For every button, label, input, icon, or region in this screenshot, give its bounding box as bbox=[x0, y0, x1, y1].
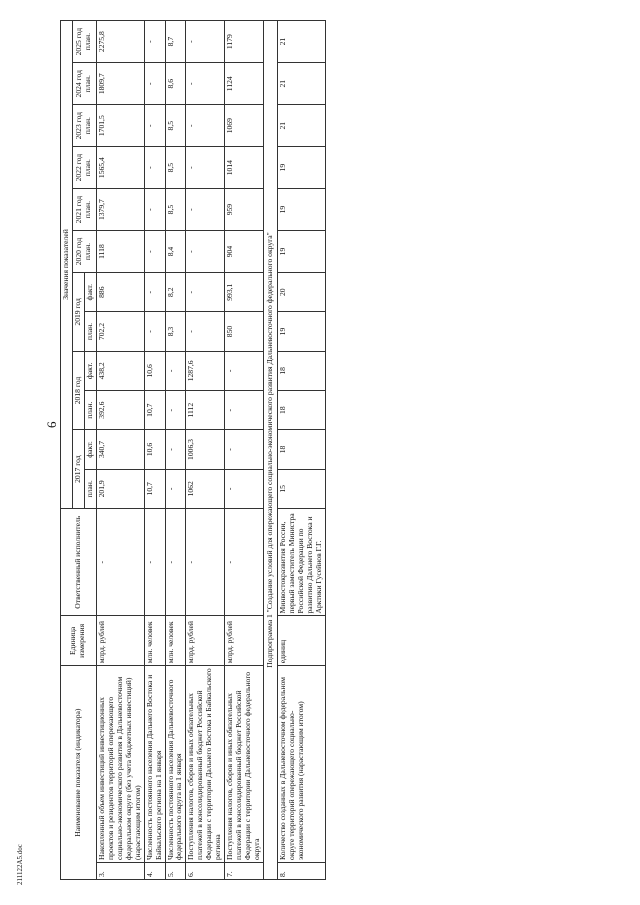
value-cell: - bbox=[144, 273, 165, 312]
value-cell: 8,4 bbox=[165, 231, 186, 273]
value-cell: 8,3 bbox=[165, 312, 186, 351]
value-cell: 702,2 bbox=[96, 312, 144, 351]
value-cell: 959 bbox=[225, 189, 264, 231]
value-cell: 1118 bbox=[96, 231, 144, 273]
value-cell: 2275,8 bbox=[96, 21, 144, 63]
value-cell: 1701,5 bbox=[96, 105, 144, 147]
value-cell: 18 bbox=[278, 430, 326, 469]
value-cell: - bbox=[186, 21, 225, 63]
value-cell: 1179 bbox=[225, 21, 264, 63]
value-cell: 18 bbox=[278, 391, 326, 430]
row-number: 3. bbox=[96, 862, 144, 879]
fact-header: факт. bbox=[84, 351, 96, 390]
table-row bbox=[165, 21, 186, 880]
table-row bbox=[186, 21, 225, 880]
value-cell: - bbox=[144, 147, 165, 189]
value-cell: - bbox=[144, 189, 165, 231]
indicators-table bbox=[60, 20, 326, 880]
year-2024-header: 2024 год план. bbox=[72, 63, 96, 105]
indicator-name: Поступления налогов, сборов и иных обязательных платежей в консолидированный бюджет Российской Федерации с территории Дальнего Востока и Байкальского региона bbox=[186, 666, 225, 863]
value-cell: - bbox=[144, 21, 165, 63]
value-cell: 1124 bbox=[225, 63, 264, 105]
plan-header: план. bbox=[84, 391, 96, 430]
value-cell: 8,2 bbox=[165, 273, 186, 312]
table-row bbox=[96, 21, 144, 880]
year-2019-header: 2019 год bbox=[72, 273, 84, 352]
value-cell: 10,6 bbox=[144, 351, 165, 390]
value-cell: - bbox=[144, 231, 165, 273]
responsible-column-header: Ответственный исполнитель bbox=[61, 508, 97, 616]
table-row bbox=[144, 21, 165, 880]
value-cell: 15 bbox=[278, 469, 326, 508]
table-row bbox=[225, 21, 264, 880]
value-cell: - bbox=[225, 351, 264, 390]
value-cell: - bbox=[144, 105, 165, 147]
value-cell: 1287,6 bbox=[186, 351, 225, 390]
value-cell: 1809,7 bbox=[96, 63, 144, 105]
value-cell: 21 bbox=[278, 21, 326, 63]
subprogram-row bbox=[264, 21, 278, 880]
responsible: - bbox=[225, 508, 264, 616]
value-cell: 19 bbox=[278, 312, 326, 351]
value-cell: 10,6 bbox=[144, 430, 165, 469]
row-number: 7. bbox=[225, 862, 264, 879]
value-cell: - bbox=[144, 63, 165, 105]
year-2022-header: 2022 год план. bbox=[72, 147, 96, 189]
row-number: 6. bbox=[186, 862, 225, 879]
unit-column-header: Единица измерения bbox=[61, 616, 97, 666]
table-row bbox=[278, 21, 326, 880]
value-cell: - bbox=[165, 351, 186, 390]
page-number: 6 bbox=[44, 421, 59, 428]
value-cell: 1069 bbox=[225, 105, 264, 147]
value-cell: 8,6 bbox=[165, 63, 186, 105]
indicator-name: Количество созданных в Дальневосточном федеральном округе территорий опережающего социально-экономического развития (нарастающим итогом) bbox=[278, 666, 326, 863]
value-cell: 340,7 bbox=[96, 430, 144, 469]
value-cell: 438,2 bbox=[96, 351, 144, 390]
value-cell: 850 bbox=[225, 312, 264, 351]
value-cell: 8,5 bbox=[165, 189, 186, 231]
value-cell: 1014 bbox=[225, 147, 264, 189]
fact-header: факт. bbox=[84, 430, 96, 469]
row-number: 5. bbox=[165, 862, 186, 879]
value-cell: 1379,7 bbox=[96, 189, 144, 231]
unit: млрд. рублей bbox=[186, 616, 225, 666]
responsible: - bbox=[144, 508, 165, 616]
value-cell: - bbox=[225, 391, 264, 430]
responsible: - bbox=[165, 508, 186, 616]
value-cell: - bbox=[186, 147, 225, 189]
unit: млн. человек bbox=[165, 616, 186, 666]
value-cell: - bbox=[186, 189, 225, 231]
value-cell: 201,9 bbox=[96, 469, 144, 508]
responsible: - bbox=[96, 508, 144, 616]
value-cell: 1565,4 bbox=[96, 147, 144, 189]
indicator-name: Численность постоянного населения Дальневосточного федерального округа на 1 января bbox=[165, 666, 186, 863]
row-number: 4. bbox=[144, 862, 165, 879]
year-2020-header: 2020 год план. bbox=[72, 231, 96, 273]
value-cell: 886 bbox=[96, 273, 144, 312]
value-cell: 21 bbox=[278, 105, 326, 147]
value-cell: - bbox=[225, 469, 264, 508]
value-cell: - bbox=[165, 469, 186, 508]
unit: единиц bbox=[278, 616, 326, 666]
header-row-1 bbox=[61, 21, 73, 880]
fact-header: факт. bbox=[84, 273, 96, 312]
value-cell: 1112 bbox=[186, 391, 225, 430]
unit: млрд. рублей bbox=[96, 616, 144, 666]
name-column-header: Наименование показателя (индикатора) bbox=[61, 666, 97, 880]
value-cell: - bbox=[144, 312, 165, 351]
value-cell: 19 bbox=[278, 231, 326, 273]
value-cell: 21 bbox=[278, 63, 326, 105]
value-cell: 20 bbox=[278, 273, 326, 312]
value-cell: - bbox=[225, 430, 264, 469]
value-cell: - bbox=[186, 273, 225, 312]
value-cell: 8,5 bbox=[165, 147, 186, 189]
value-cell: 10,7 bbox=[144, 391, 165, 430]
row-number: 8. bbox=[278, 862, 326, 879]
value-cell: - bbox=[186, 231, 225, 273]
responsible: - bbox=[186, 508, 225, 616]
indicator-name: Поступления налогов, сборов и иных обязательных платежей в консолидированный бюджет Российской Федерации с территории Дальневосточного федерального округа bbox=[225, 666, 264, 863]
value-cell: 10,7 bbox=[144, 469, 165, 508]
year-2021-header: 2021 год план. bbox=[72, 189, 96, 231]
subprogram-title: Подпрограмма 1 "Создание условий для опережающего социально-экономического развития Дальневосточного федерального округа" bbox=[264, 21, 278, 880]
values-group-header: Значения показателей bbox=[61, 21, 73, 509]
value-cell: 19 bbox=[278, 189, 326, 231]
value-cell: - bbox=[165, 391, 186, 430]
value-cell: 1062 bbox=[186, 469, 225, 508]
responsible: Минвостокразвития России, первый заместитель Министра Российской Федерации по развитию Дальнего Востока и Арктики Гусейнов Г.Г. bbox=[278, 508, 326, 616]
value-cell: 18 bbox=[278, 351, 326, 390]
year-2023-header: 2023 год план. bbox=[72, 105, 96, 147]
rotated-table-sheet bbox=[60, 20, 550, 880]
value-cell: 8,7 bbox=[165, 21, 186, 63]
plan-header: план. bbox=[84, 312, 96, 351]
value-cell: - bbox=[165, 430, 186, 469]
value-cell: 1006,3 bbox=[186, 430, 225, 469]
value-cell: - bbox=[186, 63, 225, 105]
value-cell: - bbox=[186, 312, 225, 351]
year-2017-header: 2017 год bbox=[72, 430, 84, 509]
plan-header: план. bbox=[84, 469, 96, 508]
unit: млрд. рублей bbox=[225, 616, 264, 666]
document-footer: 211122A5.doc bbox=[16, 844, 24, 885]
value-cell: 993,1 bbox=[225, 273, 264, 312]
indicator-name: Численность постоянного населения Дальнего Востока и Байкальского региона на 1 января bbox=[144, 666, 165, 863]
value-cell: - bbox=[186, 105, 225, 147]
unit: млн. человек bbox=[144, 616, 165, 666]
year-2018-header: 2018 год bbox=[72, 351, 84, 430]
indicator-name: Накопленный объем инвестиций инвестиционных проектов и резидентов территорий опережающего социально-экономического развития в Дальневосточном федеральном округе (без учета бюджетных инвестиций) (нарастающим итогом) bbox=[96, 666, 144, 863]
value-cell: 392,6 bbox=[96, 391, 144, 430]
value-cell: 8,5 bbox=[165, 105, 186, 147]
value-cell: 19 bbox=[278, 147, 326, 189]
value-cell: 904 bbox=[225, 231, 264, 273]
year-2025-header: 2025 год план. bbox=[72, 21, 96, 63]
